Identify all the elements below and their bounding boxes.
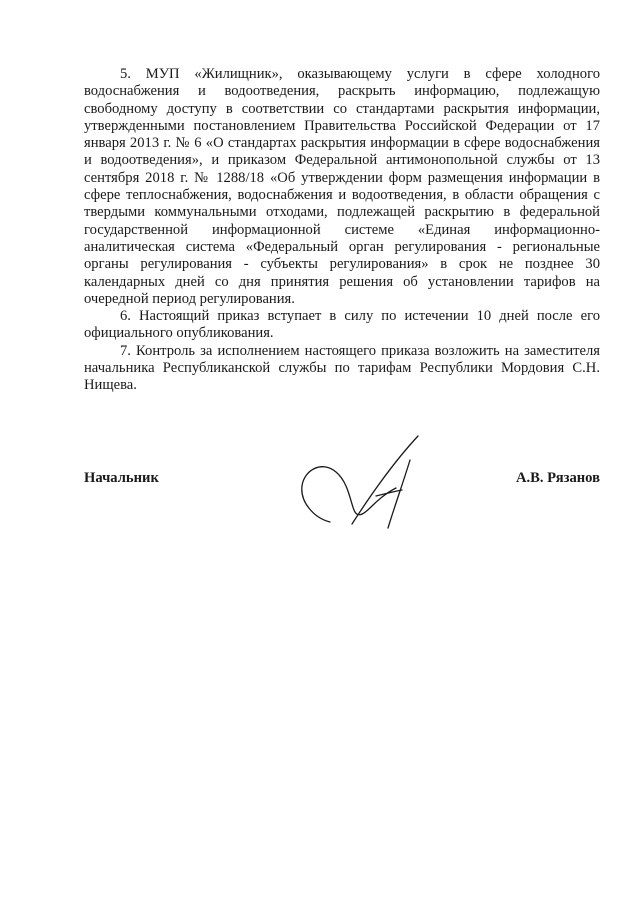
paragraph-5: 5. МУП «Жилищник», оказывающему услуги в сфере холодного водоснабжения и водоотведения, раскрыть информацию, подлежащую свободному доступу в соответствии со стандартами раскрытия информации, утвержденными постановлением Правительства Российской Федерации от 17 января 2013 г. № 6 «О стандартах раскрытия информации в сфере водоснабжения и водоотведения», и приказом Федеральной антимонопольной службы от 13 сентября 2018 г. № 1288/18 «Об утверждении форм размещения информации в сфере теплоснабжения, водоснабжения и водоотведения, в области обращения с твердыми коммунальными отходами, подлежащей раскрытию в федеральной государственной информационной системе «Единая информационно-аналитическая система «Федеральный орган регулирования - региональные органы регулирования - субъекты регулирования» в срок не позднее 30 календарных дней со дня принятия решения об установлении тарифов на очередной период регулирования.: [84, 66, 600, 307]
signature-stroke-diagonal: [352, 436, 418, 524]
signatory-title: Начальник: [84, 470, 159, 486]
paragraph-6: 6. Настоящий приказ вступает в силу по истечении 10 дней после его официального опубликования.: [84, 308, 600, 342]
paragraph-7: 7. Контроль за исполнением настоящего приказа возложить на заместителя начальника Республиканской службы по тарифам Республики Мордовия С.Н. Нищева.: [84, 342, 600, 394]
signature-stroke-vertical: [388, 460, 410, 528]
document-body: [84, 66, 600, 395]
handwritten-signature: [292, 430, 432, 540]
signature-block: [84, 430, 600, 540]
signatory-name: А.В. Рязанов: [515, 470, 600, 486]
